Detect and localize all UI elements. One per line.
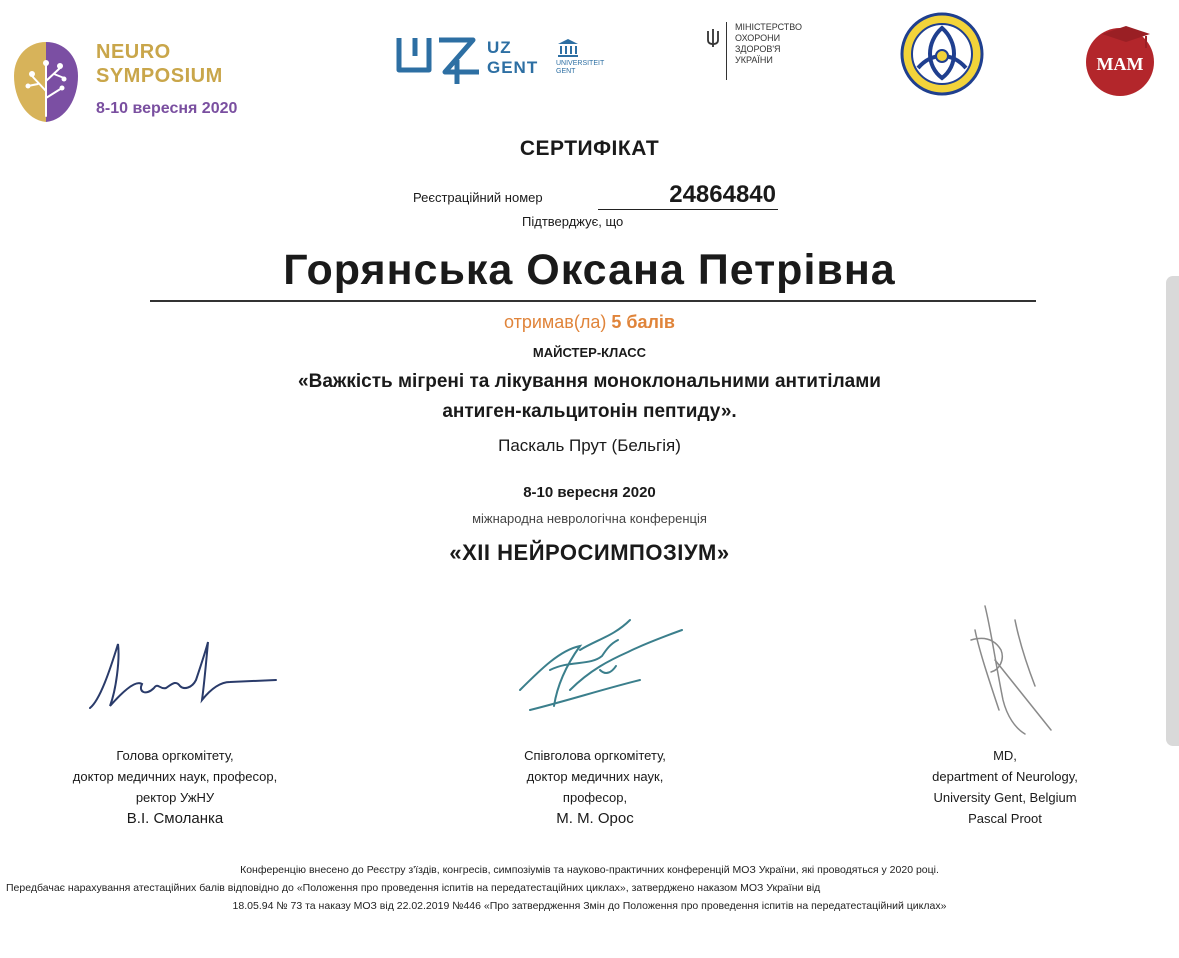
ministry-of-health-wordmark <box>735 22 802 66</box>
mam-academy-logo <box>1080 16 1162 98</box>
signer-3-name: Pascal Proot <box>968 811 1042 826</box>
signer-2-block <box>455 745 735 829</box>
signature-2 <box>510 610 690 720</box>
symposium-word: SYMPOSIUM <box>96 65 223 87</box>
signature-1 <box>80 630 280 720</box>
points-value: 5 балів <box>611 312 676 332</box>
signer-1-role: Голова оргкомітету, <box>116 748 234 763</box>
signer-1-position: ректор УжНУ <box>135 790 215 805</box>
footer-line-3: 18.05.94 № 73 та наказу МОЗ від 22.02.2019 №446 «Про затвердження Змін до Положення про проведення іспитів на передатестаційний циклах» <box>232 900 947 912</box>
recipient-name: Горянська Оксана Петрівна <box>283 246 896 294</box>
signer-2-degree: доктор медичних наук, <box>526 769 664 784</box>
uz-gent-wordmark <box>487 38 538 78</box>
footer-line-2: Передбачає нарахування атестаційних балів відповідно до «Положення про проведення іспитів на передатестаційних циклах», затверджено наказом МОЗ України від <box>6 882 821 894</box>
gent-word: GENT <box>487 58 539 77</box>
certificate-title: СЕРТИФІКАТ <box>519 137 660 160</box>
signer-3-degree: department of Neurology, <box>932 769 1078 784</box>
signer-3-role: MD, <box>993 748 1017 763</box>
ugent-universiteit: UNIVERSITEIT <box>556 60 605 67</box>
name-underline <box>150 300 1036 302</box>
moz-line-2: ОХОРОНИ <box>735 33 781 43</box>
conference-date: 8-10 вересня 2020 <box>523 484 656 501</box>
signer-2-role: Співголова оргкомітету, <box>524 748 666 763</box>
scrollbar[interactable] <box>1166 276 1179 746</box>
conference-type: міжнародна неврологічна конференція <box>472 511 707 526</box>
speaker-name: Паскаль Прут (Бельгія) <box>498 436 681 455</box>
signer-3-block <box>880 745 1130 829</box>
moz-line-3: ЗДОРОВ'Я <box>735 44 781 54</box>
signature-3 <box>955 600 1075 740</box>
footer-line-1: Конференцію внесено до Реєстру з'їздів, конгресів, симпозіумів та науково-практичних конференцій МОЗ України, які проводяться у 2020 році. <box>240 864 939 876</box>
moz-line-4: УКРАЇНИ <box>735 55 773 65</box>
received-text: отримав(ла) <box>503 312 607 332</box>
moz-divider <box>726 22 727 80</box>
signer-2-name: М. М. Орос <box>556 810 634 827</box>
university-seal-logo <box>900 12 984 96</box>
registration-number: 24864840 <box>598 181 778 210</box>
lecture-title-line-2: антиген-кальцитонін пептиду». <box>442 401 737 422</box>
mam-text: MAM <box>1096 54 1144 74</box>
neuro-word: NEURO <box>96 41 171 63</box>
neuro-symposium-brain-logo <box>10 36 82 126</box>
lecture-title-line-1: «Важкість мігрені та лікування моноклональними антитілами <box>298 371 881 392</box>
moz-line-1: МІНІСТЕРСТВО <box>735 22 803 32</box>
ugent-gent: GENT <box>556 68 576 75</box>
neuro-symposium-date: 8-10 вересня 2020 <box>96 100 238 117</box>
signer-3-position: University Gent, Belgium <box>933 790 1077 805</box>
points-line <box>0 312 1179 333</box>
conference-name: «XII НЕЙРОСИМПОЗІУМ» <box>449 540 730 565</box>
signer-1-block <box>30 745 320 829</box>
ugent-wordmark <box>556 60 604 76</box>
uz-gent-logo <box>395 30 485 85</box>
ukraine-trident-icon <box>706 28 720 48</box>
signer-1-name: В.І. Смоланка <box>126 810 224 827</box>
uz-word: UZ <box>487 38 512 57</box>
registration-label: Реєстраційний номер <box>413 190 543 205</box>
confirms-text: Підтверджує, що <box>522 214 624 229</box>
signer-2-position: професор, <box>562 790 628 805</box>
ugent-building-icon <box>557 38 579 58</box>
neuro-symposium-wordmark <box>96 40 223 88</box>
format-label: МАЙСТЕР-КЛАСС <box>532 345 647 360</box>
signer-1-degree: доктор медичних наук, професор, <box>72 769 278 784</box>
